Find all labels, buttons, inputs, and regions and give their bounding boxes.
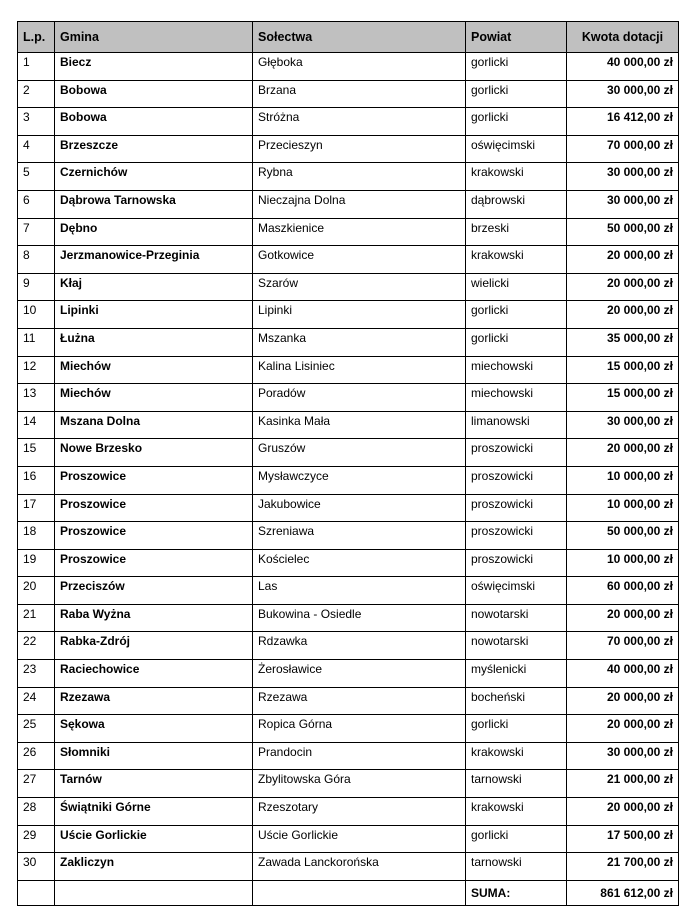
cell-solectwo: Lipinki	[253, 301, 466, 329]
summary-total: 861 612,00 zł	[567, 880, 679, 905]
cell-solectwo: Rzezawa	[253, 687, 466, 715]
cell-lp: 21	[18, 604, 55, 632]
cell-powiat: proszowicki	[466, 466, 567, 494]
header-kwota: Kwota dotacji	[567, 22, 679, 53]
cell-powiat: krakowski	[466, 742, 567, 770]
cell-gmina: Czernichów	[55, 163, 253, 191]
table-row	[18, 798, 679, 826]
cell-gmina: Raciechowice	[55, 660, 253, 688]
header-gmina: Gmina	[55, 22, 253, 53]
cell-lp: 17	[18, 494, 55, 522]
cell-solectwo: Ropica Górna	[253, 715, 466, 743]
cell-gmina: Proszowice	[55, 549, 253, 577]
cell-kwota: 20 000,00 zł	[567, 798, 679, 826]
table-row	[18, 439, 679, 467]
cell-lp: 10	[18, 301, 55, 329]
cell-solectwo: Szarów	[253, 273, 466, 301]
cell-kwota: 35 000,00 zł	[567, 328, 679, 356]
cell-powiat: gorlicki	[466, 328, 567, 356]
table-row	[18, 853, 679, 881]
cell-powiat: oświęcimski	[466, 135, 567, 163]
cell-solectwo: Brzana	[253, 80, 466, 108]
cell-kwota: 70 000,00 zł	[567, 632, 679, 660]
cell-solectwo: Głęboka	[253, 53, 466, 81]
cell-lp: 25	[18, 715, 55, 743]
cell-solectwo: Las	[253, 577, 466, 605]
cell-solectwo: Kościelec	[253, 549, 466, 577]
cell-solectwo: Uście Gorlickie	[253, 825, 466, 853]
cell-gmina: Dąbrowa Tarnowska	[55, 190, 253, 218]
table-header	[18, 22, 679, 53]
cell-powiat: dąbrowski	[466, 190, 567, 218]
table-row	[18, 135, 679, 163]
header-solectwa: Sołectwa	[253, 22, 466, 53]
cell-solectwo: Zbylitowska Góra	[253, 770, 466, 798]
summary-row	[18, 880, 679, 905]
cell-gmina: Proszowice	[55, 494, 253, 522]
cell-gmina: Zakliczyn	[55, 853, 253, 881]
cell-powiat: proszowicki	[466, 439, 567, 467]
table-row	[18, 301, 679, 329]
cell-powiat: bocheński	[466, 687, 567, 715]
table-row	[18, 246, 679, 274]
cell-kwota: 21 000,00 zł	[567, 770, 679, 798]
cell-powiat: gorlicki	[466, 715, 567, 743]
cell-powiat: myślenicki	[466, 660, 567, 688]
cell-gmina: Miechów	[55, 356, 253, 384]
cell-kwota: 20 000,00 zł	[567, 687, 679, 715]
cell-lp: 2	[18, 80, 55, 108]
cell-kwota: 21 700,00 zł	[567, 853, 679, 881]
cell-powiat: gorlicki	[466, 301, 567, 329]
cell-gmina: Miechów	[55, 384, 253, 412]
header-powiat: Powiat	[466, 22, 567, 53]
table-row	[18, 356, 679, 384]
cell-gmina: Uście Gorlickie	[55, 825, 253, 853]
table-row	[18, 53, 679, 81]
cell-lp: 15	[18, 439, 55, 467]
table-row	[18, 190, 679, 218]
cell-gmina: Sękowa	[55, 715, 253, 743]
cell-kwota: 16 412,00 zł	[567, 108, 679, 136]
cell-gmina: Nowe Brzesko	[55, 439, 253, 467]
cell-gmina: Lipinki	[55, 301, 253, 329]
table-row	[18, 218, 679, 246]
cell-powiat: nowotarski	[466, 632, 567, 660]
cell-lp: 20	[18, 577, 55, 605]
cell-powiat: gorlicki	[466, 825, 567, 853]
cell-kwota: 30 000,00 zł	[567, 80, 679, 108]
cell-kwota: 10 000,00 zł	[567, 494, 679, 522]
cell-gmina: Proszowice	[55, 466, 253, 494]
cell-solectwo: Gotkowice	[253, 246, 466, 274]
cell-solectwo: Poradów	[253, 384, 466, 412]
table-row	[18, 825, 679, 853]
cell-lp: 6	[18, 190, 55, 218]
cell-lp: 11	[18, 328, 55, 356]
cell-lp: 26	[18, 742, 55, 770]
cell-solectwo: Mysławczyce	[253, 466, 466, 494]
cell-kwota: 15 000,00 zł	[567, 384, 679, 412]
cell-powiat: gorlicki	[466, 53, 567, 81]
cell-powiat: gorlicki	[466, 108, 567, 136]
cell-solectwo: Rzeszotary	[253, 798, 466, 826]
cell-gmina: Brzeszcze	[55, 135, 253, 163]
cell-kwota: 10 000,00 zł	[567, 466, 679, 494]
cell-kwota: 20 000,00 zł	[567, 273, 679, 301]
cell-solectwo: Kalina Lisiniec	[253, 356, 466, 384]
cell-gmina: Proszowice	[55, 522, 253, 550]
cell-lp: 18	[18, 522, 55, 550]
cell-gmina: Słomniki	[55, 742, 253, 770]
cell-kwota: 30 000,00 zł	[567, 742, 679, 770]
table-row	[18, 660, 679, 688]
cell-powiat: tarnowski	[466, 853, 567, 881]
table-row	[18, 715, 679, 743]
cell-lp: 8	[18, 246, 55, 274]
cell-solectwo: Zawada Lanckorońska	[253, 853, 466, 881]
cell-solectwo: Maszkienice	[253, 218, 466, 246]
cell-powiat: tarnowski	[466, 770, 567, 798]
table-row	[18, 494, 679, 522]
table-row	[18, 742, 679, 770]
cell-powiat: oświęcimski	[466, 577, 567, 605]
table-row	[18, 770, 679, 798]
cell-powiat: miechowski	[466, 356, 567, 384]
summary-empty-gmina	[55, 880, 253, 905]
cell-lp: 12	[18, 356, 55, 384]
table-row	[18, 522, 679, 550]
cell-powiat: brzeski	[466, 218, 567, 246]
cell-kwota: 17 500,00 zł	[567, 825, 679, 853]
cell-lp: 29	[18, 825, 55, 853]
cell-lp: 30	[18, 853, 55, 881]
cell-kwota: 60 000,00 zł	[567, 577, 679, 605]
cell-lp: 27	[18, 770, 55, 798]
cell-gmina: Rabka-Zdrój	[55, 632, 253, 660]
cell-lp: 13	[18, 384, 55, 412]
grants-table	[17, 21, 679, 906]
cell-lp: 14	[18, 411, 55, 439]
cell-powiat: proszowicki	[466, 549, 567, 577]
cell-lp: 22	[18, 632, 55, 660]
summary-empty-lp	[18, 880, 55, 905]
cell-solectwo: Mszanka	[253, 328, 466, 356]
cell-lp: 3	[18, 108, 55, 136]
cell-gmina: Dębno	[55, 218, 253, 246]
cell-lp: 24	[18, 687, 55, 715]
cell-gmina: Przeciszów	[55, 577, 253, 605]
cell-powiat: nowotarski	[466, 604, 567, 632]
cell-kwota: 20 000,00 zł	[567, 439, 679, 467]
header-lp: L.p.	[18, 22, 55, 53]
cell-powiat: limanowski	[466, 411, 567, 439]
cell-solectwo: Bukowina - Osiedle	[253, 604, 466, 632]
cell-solectwo: Rybna	[253, 163, 466, 191]
table-row	[18, 273, 679, 301]
cell-solectwo: Przecieszyn	[253, 135, 466, 163]
cell-lp: 4	[18, 135, 55, 163]
cell-kwota: 40 000,00 zł	[567, 53, 679, 81]
cell-powiat: krakowski	[466, 246, 567, 274]
table-body	[18, 53, 679, 881]
table-row	[18, 108, 679, 136]
summary-empty-solectwo	[253, 880, 466, 905]
cell-gmina: Bobowa	[55, 108, 253, 136]
cell-kwota: 20 000,00 zł	[567, 246, 679, 274]
cell-powiat: krakowski	[466, 798, 567, 826]
cell-lp: 9	[18, 273, 55, 301]
cell-lp: 28	[18, 798, 55, 826]
cell-solectwo: Żerosławice	[253, 660, 466, 688]
cell-kwota: 70 000,00 zł	[567, 135, 679, 163]
cell-lp: 16	[18, 466, 55, 494]
cell-gmina: Kłaj	[55, 273, 253, 301]
table-row	[18, 549, 679, 577]
table-row	[18, 577, 679, 605]
cell-lp: 19	[18, 549, 55, 577]
table-row	[18, 466, 679, 494]
cell-gmina: Raba Wyżna	[55, 604, 253, 632]
cell-kwota: 15 000,00 zł	[567, 356, 679, 384]
cell-gmina: Świątniki Górne	[55, 798, 253, 826]
cell-kwota: 20 000,00 zł	[567, 715, 679, 743]
cell-gmina: Mszana Dolna	[55, 411, 253, 439]
table-row	[18, 384, 679, 412]
cell-solectwo: Jakubowice	[253, 494, 466, 522]
cell-solectwo: Stróżna	[253, 108, 466, 136]
table-row	[18, 80, 679, 108]
cell-gmina: Tarnów	[55, 770, 253, 798]
cell-lp: 5	[18, 163, 55, 191]
table-row	[18, 632, 679, 660]
cell-kwota: 30 000,00 zł	[567, 411, 679, 439]
cell-gmina: Bobowa	[55, 80, 253, 108]
cell-kwota: 20 000,00 zł	[567, 604, 679, 632]
cell-solectwo: Prandocin	[253, 742, 466, 770]
table-row	[18, 687, 679, 715]
cell-kwota: 50 000,00 zł	[567, 522, 679, 550]
cell-solectwo: Gruszów	[253, 439, 466, 467]
cell-solectwo: Szreniawa	[253, 522, 466, 550]
table-row	[18, 411, 679, 439]
cell-gmina: Rzezawa	[55, 687, 253, 715]
cell-powiat: miechowski	[466, 384, 567, 412]
cell-kwota: 30 000,00 zł	[567, 190, 679, 218]
cell-solectwo: Kasinka Mała	[253, 411, 466, 439]
cell-kwota: 20 000,00 zł	[567, 301, 679, 329]
cell-kwota: 30 000,00 zł	[567, 163, 679, 191]
cell-solectwo: Nieczajna Dolna	[253, 190, 466, 218]
cell-kwota: 50 000,00 zł	[567, 218, 679, 246]
table-row	[18, 604, 679, 632]
cell-kwota: 40 000,00 zł	[567, 660, 679, 688]
table-row	[18, 163, 679, 191]
cell-gmina: Biecz	[55, 53, 253, 81]
cell-lp: 1	[18, 53, 55, 81]
table-row	[18, 328, 679, 356]
cell-gmina: Łużna	[55, 328, 253, 356]
cell-lp: 7	[18, 218, 55, 246]
cell-powiat: gorlicki	[466, 80, 567, 108]
cell-solectwo: Rdzawka	[253, 632, 466, 660]
cell-powiat: proszowicki	[466, 522, 567, 550]
summary-label: SUMA:	[466, 880, 567, 905]
cell-powiat: proszowicki	[466, 494, 567, 522]
cell-lp: 23	[18, 660, 55, 688]
cell-powiat: wielicki	[466, 273, 567, 301]
cell-kwota: 10 000,00 zł	[567, 549, 679, 577]
cell-gmina: Jerzmanowice-Przeginia	[55, 246, 253, 274]
cell-powiat: krakowski	[466, 163, 567, 191]
